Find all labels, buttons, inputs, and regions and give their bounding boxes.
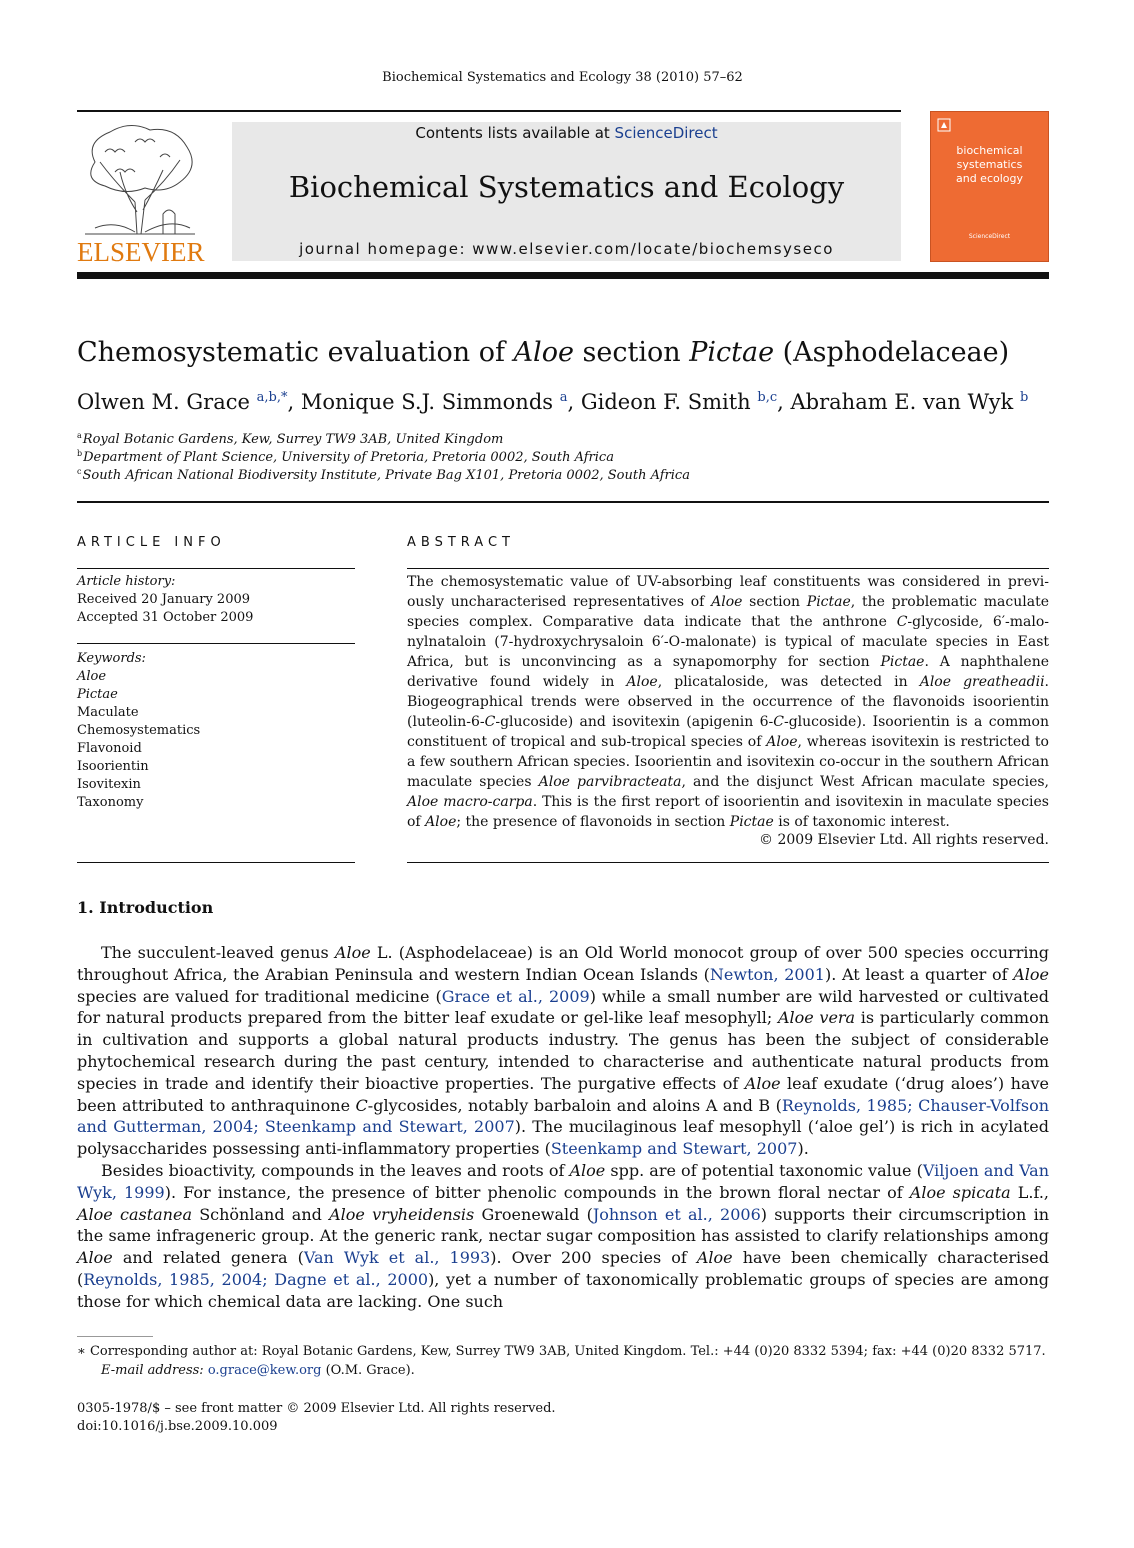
keyword: Isovitexin — [77, 777, 141, 792]
affiliation — [77, 467, 690, 483]
intro-paragraph-2: Besides bioactivity, compounds in the leaves and roots of Aloe spp. are of potential taxonomic value (Viljoen and Van Wyk, 1999). For instance, the presence of bitter phenolic compounds in the brown floral nectar of Aloe spicata L.f., Aloe castanea Schönland and Aloe vryheidensis Groenewald (Johnson et al., 2006) supports their circumscription in the same infrageneric group. At the generic rank, nectar sugar composition has assisted to clarify relationships among Aloe and related genera (Van Wyk et al., 1993). Over 200 species of Aloe have been chemically characterised (Reynolds, 1985, 2004; Dagne et al., 2000), yet a number of taxonomically problematic groups of species are among those for which chemical data are lacking. One such — [77, 1160, 1050, 1311]
citation-link[interactable]: Steenkamp and Stewart, 2007 — [550, 1139, 798, 1159]
citation-link[interactable]: Grace et al., 2009 — [441, 986, 590, 1006]
contents-prefix: Contents lists available at — [415, 124, 615, 142]
keyword: Flavonoid — [77, 741, 142, 756]
header-thick-rule — [77, 272, 1049, 279]
author-affiliation-ref[interactable]: a — [559, 390, 568, 405]
received-date: Received 20 January 2009 — [77, 592, 251, 607]
affiliation-text: South African National Biodiversity Institute, Private Bag X101, Pretoria 0002, South Africa — [82, 468, 690, 483]
elsevier-badge-icon — [937, 118, 951, 132]
title-genus: Aloe — [513, 337, 574, 368]
email-label: E-mail address: — [101, 1363, 208, 1378]
section-heading-introduction: 1. Introduction — [77, 898, 214, 917]
author-affiliation-ref[interactable]: b — [1019, 390, 1029, 405]
author-affiliation-ref[interactable]: a,b,* — [256, 390, 288, 405]
issn-line: 0305-1978/$ – see front matter © 2009 Elsevier Ltd. All rights reserved. — [77, 1401, 556, 1416]
cover-title — [930, 144, 1049, 186]
sciencedirect-link[interactable]: ScienceDirect — [614, 124, 718, 142]
citation-link[interactable]: Johnson et al., 2006 — [592, 1204, 761, 1224]
cover-title-line: systematics — [956, 158, 1023, 171]
author-name: Olwen M. Grace — [77, 390, 250, 414]
article-info-heading: ARTICLE INFO — [77, 535, 226, 550]
cover-sciencedirect-text: ScienceDirect — [968, 233, 1011, 240]
divider — [77, 862, 355, 863]
intro-paragraph-1: The succulent-leaved genus Aloe L. (Asphodelaceae) is an Old World monocot group of over 500 species occurring throughout Africa, the Arabian Peninsula and western Indian Ocean Islands (Newton, 2001). At least a quarter of Aloe species are valued for traditional medicine (Grace et al., 2009) while a small number are wild harvested or cultivated for natural products prepared from the bitter leaf exudate or gel-like leaf mesophyll; Aloe vera is particularly common in cultivation and supports a global natural products industry. The genus has been the subject of considerable phytochemical research during the past century, intended to characterise and authenticate natural products from species in trade and identify their bioactive properties. The purgative effects of Aloe leaf exudate (‘drug aloes’) have been attributed to anthraquinone C-glycosides, notably barbaloin and aloins A and B (Reynolds, 1985; Chauser-Volfson and Gutterman, 2004; Steenkamp and Stewart, 2007). The mucilaginous leaf mesophyll (‘aloe gel’) is rich in acylated polysaccharides possessing anti-inflammatory properties (Steenkamp and Stewart, 2007). — [77, 943, 1050, 1159]
citation-link[interactable]: Reynolds, 1985; Chauser-Volfson and Gutterman, 2004; Steenkamp and Stewart, 2007 — [77, 1095, 1049, 1137]
keyword: Chemosystematics — [77, 723, 201, 738]
author-name: Gideon F. Smith — [580, 390, 751, 414]
journal-name: Biochemical Systematics and Ecology — [288, 170, 845, 204]
divider — [407, 568, 1049, 569]
abstract-text: The chemosystematic value of UV-absorbing leaf constituents was considered in previ-ously uncharacterised representatives of Aloe section Pictae, the problematic maculate species complex. Comparative data indicate that the anthrone C-glycoside, 6′-malo-nylnataloin (7-hydroxychrysaloin 6′-O-malonate) is typical of maculate species in East Africa, but is unconvincing as a synapomorphy for section Pictae. A naphthalene derivative found widely in Aloe, plicataloside, was detected in Aloe greatheadii. Biogeographical trends were observed in the occurrence of the flavonoids isoorientin (luteolin-6-C-glucoside) and isovitexin (apigenin 6-C-glucoside). Isoorientin is a common constituent of tropical and sub-tropical species of Aloe, whereas isovitexin is restricted to a few southern African species. Isoorientin and isovitexin co-occur in the southern African maculate species Aloe parvibracteata, and the disjunct West African maculate species, Aloe macro-carpa. This is the first report of isoorientin and isovitexin in maculate species of Aloe; the presence of flavonoids in section Pictae is of taxonomic interest. — [407, 574, 1050, 830]
affiliation-label: a — [77, 431, 82, 440]
title-block-rule — [77, 501, 1049, 503]
author-name: Abraham E. van Wyk — [790, 390, 1014, 414]
footnote-email-line — [77, 1361, 1049, 1380]
citation-link[interactable]: Reynolds, 1985, 2004; Dagne et al., 2000 — [83, 1269, 429, 1289]
author-separator: , — [287, 390, 301, 414]
keywords-label: Keywords: — [77, 651, 146, 666]
author-affiliation-ref[interactable]: b,c — [757, 390, 778, 405]
front-matter — [77, 1400, 556, 1436]
abstract-copyright: © 2009 Elsevier Ltd. All rights reserved. — [759, 832, 1049, 848]
keyword: Aloe — [77, 669, 107, 684]
keyword: Isoorientin — [77, 759, 149, 774]
contents-line — [232, 124, 901, 142]
affiliation — [77, 449, 614, 465]
divider — [407, 862, 1049, 863]
running-head: Biochemical Systematics and Ecology 38 (2010) 57–62 — [382, 70, 743, 85]
email-suffix: (O.M. Grace). — [321, 1363, 415, 1378]
keyword: Pictae — [77, 687, 118, 702]
title-text: section — [573, 337, 690, 368]
cover-title-line: and ecology — [955, 172, 1023, 185]
affiliation-text: Royal Botanic Gardens, Kew, Surrey TW9 3AB, United Kingdom — [82, 432, 504, 447]
history-label: Article history: — [77, 574, 176, 589]
journal-homepage[interactable]: journal homepage: www.elsevier.com/locate/biochemsyseco — [299, 240, 834, 258]
divider — [77, 568, 355, 569]
keyword: Taxonomy — [77, 795, 144, 810]
publisher-name: ELSEVIER — [77, 237, 205, 267]
footnote-rule — [77, 1336, 153, 1337]
affiliation-text: Department of Plant Science, University of Pretoria, Pretoria 0002, South Africa — [83, 450, 614, 465]
citation-link[interactable]: Viljoen and Van Wyk, 1999 — [77, 1160, 1049, 1202]
corresponding-author-footnote — [77, 1342, 1049, 1380]
author-separator: , — [567, 390, 581, 414]
affiliation — [77, 431, 503, 447]
footnote-line: ∗ Corresponding author at: Royal Botanic Gardens, Kew, Surrey TW9 3AB, United Kingdom. Tel.: +44 (0)20 8332 5394; fax: +44 (0)20 8332 5717. — [77, 1344, 1046, 1359]
affiliation-label: b — [77, 449, 83, 458]
author-name: Monique S.J. Simmonds — [300, 390, 554, 414]
affiliation-label: c — [77, 467, 82, 476]
title-section: Pictae — [689, 337, 775, 368]
cover-title-line: biochemical — [956, 144, 1023, 157]
introduction-body — [77, 942, 1049, 1313]
email-link[interactable]: o.grace@kew.org — [207, 1363, 322, 1378]
divider — [77, 643, 355, 644]
header-rule — [77, 110, 901, 112]
accepted-date: Accepted 31 October 2009 — [77, 610, 254, 625]
citation-link[interactable]: Van Wyk et al., 1993 — [303, 1248, 491, 1268]
author-list — [77, 390, 1028, 414]
abstract-heading: ABSTRACT — [407, 535, 515, 550]
citation-link[interactable]: Newton, 2001 — [709, 964, 825, 984]
title-text: (Asphodelaceae) — [774, 337, 1010, 368]
doi-line[interactable]: doi:10.1016/j.bse.2009.10.009 — [77, 1419, 278, 1434]
keyword: Maculate — [77, 705, 139, 720]
article-title — [77, 337, 1009, 368]
keywords-list — [77, 650, 200, 812]
author-separator: , — [777, 390, 791, 414]
title-text: Chemosystematic evaluation of — [77, 337, 514, 368]
article-history — [77, 573, 253, 627]
